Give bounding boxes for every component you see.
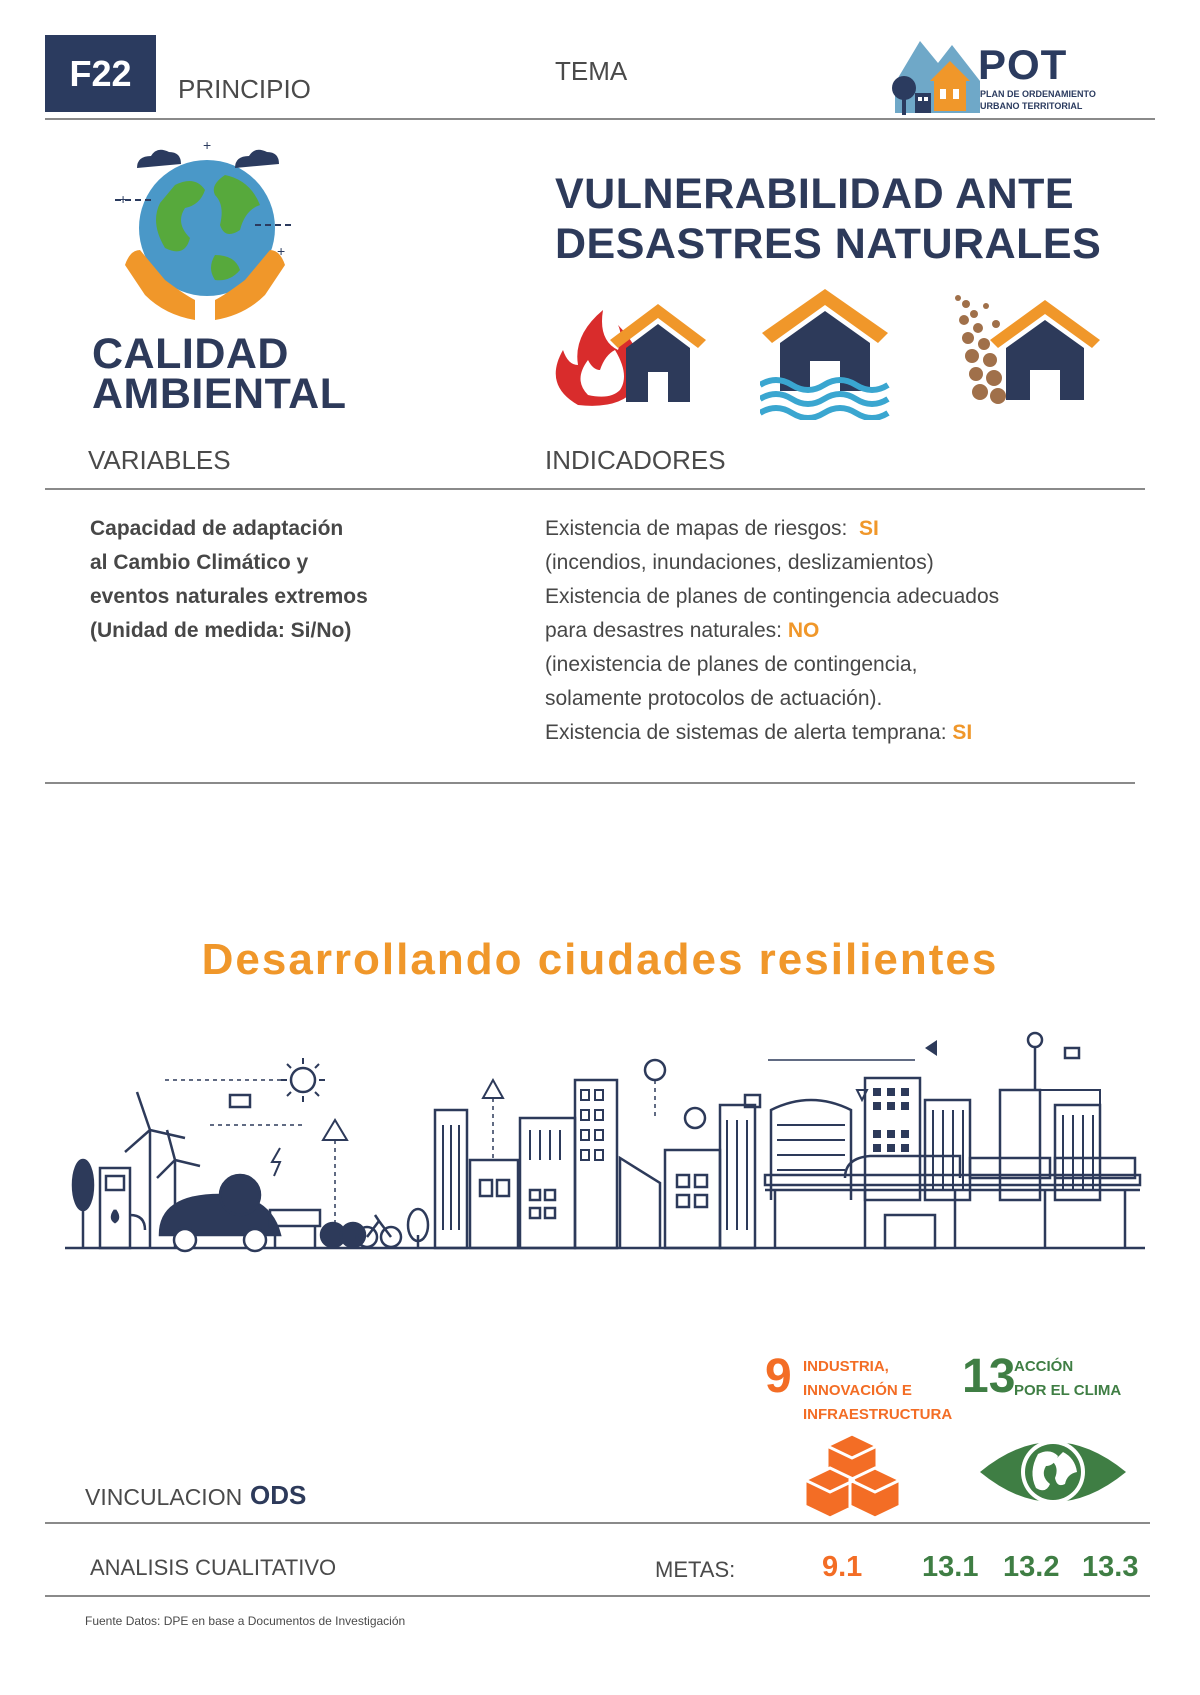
- ods-label: ODS: [250, 1480, 307, 1510]
- logo-line1: PLAN DE ORDENAMIENTO: [980, 89, 1096, 99]
- analisis-label: ANALISIS CUALITATIVO: [90, 1555, 337, 1580]
- indicators-divider: [45, 782, 1135, 784]
- meta-13-3: 13.3: [1082, 1551, 1139, 1583]
- sdg-13-number: 13: [962, 1350, 1016, 1403]
- sdg-9-title-line2: INNOVACIÓN E: [803, 1382, 912, 1399]
- landslide-house-icon: [950, 290, 1100, 410]
- indicador-1-text: Existencia de mapas de riesgos:: [545, 517, 848, 540]
- header-divider: [45, 118, 1155, 120]
- sheet-code-badge: F22: [45, 35, 156, 112]
- svg-text:+: +: [119, 191, 128, 207]
- sdg-13-title-line1: ACCIÓN: [1014, 1358, 1074, 1375]
- logo-name: POT: [978, 41, 1068, 88]
- vinculacion-label: VINCULACION: [85, 1484, 243, 1510]
- principio-title-line2: AMBIENTAL: [92, 370, 347, 418]
- indicador-1-value: SI: [859, 517, 879, 540]
- indicador-2-note1: (inexistencia de planes de contingencia,: [545, 653, 918, 676]
- svg-text:+: +: [277, 243, 286, 259]
- indicador-2-value: NO: [787, 619, 820, 642]
- svg-text:+: +: [203, 140, 212, 153]
- pot-logo: [890, 33, 1130, 123]
- footer-divider: [45, 1595, 1150, 1597]
- sdg-9-title-line1: INDUSTRIA,: [803, 1358, 889, 1375]
- variable-text: [90, 512, 368, 648]
- variables-label: VARIABLES: [88, 445, 231, 475]
- pot-logo-icon: [890, 33, 985, 123]
- ods-divider: [45, 1522, 1150, 1524]
- banner-title: Desarrollando ciudades resilientes: [201, 935, 999, 984]
- tema-label: TEMA: [555, 56, 628, 86]
- resilient-city-skyline-icon: [65, 1030, 1145, 1270]
- earth-in-hands-icon: [115, 140, 295, 325]
- indicador-3-value: SI: [952, 721, 973, 744]
- sdg-13-title: [1014, 1355, 1134, 1403]
- principio-label: PRINCIPIO: [178, 74, 311, 104]
- logo-line2: URBANO TERRITORIAL: [980, 101, 1083, 111]
- meta-9-1: 9.1: [822, 1551, 863, 1583]
- indicador-2: [545, 614, 999, 648]
- tema-title-line1: VULNERABILIDAD ANTE: [555, 170, 1075, 218]
- sdg-9-title-line3: INFRAESTRUCTURA: [803, 1406, 953, 1423]
- indicador-3: [545, 716, 999, 750]
- variable-line4: (Unidad de medida: Si/No): [90, 619, 352, 642]
- sdg-13-title-line2: POR EL CLIMA: [1014, 1382, 1122, 1399]
- variable-line2: al Cambio Climático y: [90, 551, 309, 574]
- cubes-icon: [805, 1430, 900, 1520]
- fire-house-icon: [548, 290, 708, 410]
- indicador-3-text: Existencia de sistemas de alerta temprana:: [545, 721, 947, 744]
- metas-label: METAS:: [655, 1557, 736, 1582]
- eye-globe-icon: [978, 1432, 1128, 1512]
- indicador-2-text: para desastres naturales:: [545, 619, 782, 642]
- indicador-1-note: (incendios, inundaciones, deslizamientos): [545, 551, 934, 574]
- tema-title-line2: DESASTRES NATURALES: [555, 220, 1102, 268]
- indicador-2-note2: solamente protocolos de actuación).: [545, 687, 883, 710]
- principio-icon: [115, 140, 295, 325]
- indicadores-label: INDICADORES: [545, 445, 726, 475]
- sdg-9-title: [803, 1355, 963, 1427]
- section-divider: [45, 488, 1145, 490]
- sdg-9-number: 9: [765, 1350, 792, 1403]
- indicador-1: [545, 512, 999, 546]
- principio-title-line1: CALIDAD: [92, 330, 289, 378]
- variable-line3: eventos naturales extremos: [90, 585, 368, 608]
- source-note: Fuente Datos: DPE en base a Documentos de Investigación: [85, 1614, 406, 1628]
- meta-13-2: 13.2: [1003, 1551, 1060, 1583]
- flood-house-icon: [760, 285, 890, 420]
- meta-13-1: 13.1: [922, 1551, 979, 1583]
- indicador-2-line1: Existencia de planes de contingencia adecuados: [545, 585, 1000, 608]
- indicadores-list: [545, 512, 999, 750]
- variable-line1: Capacidad de adaptación: [90, 517, 344, 540]
